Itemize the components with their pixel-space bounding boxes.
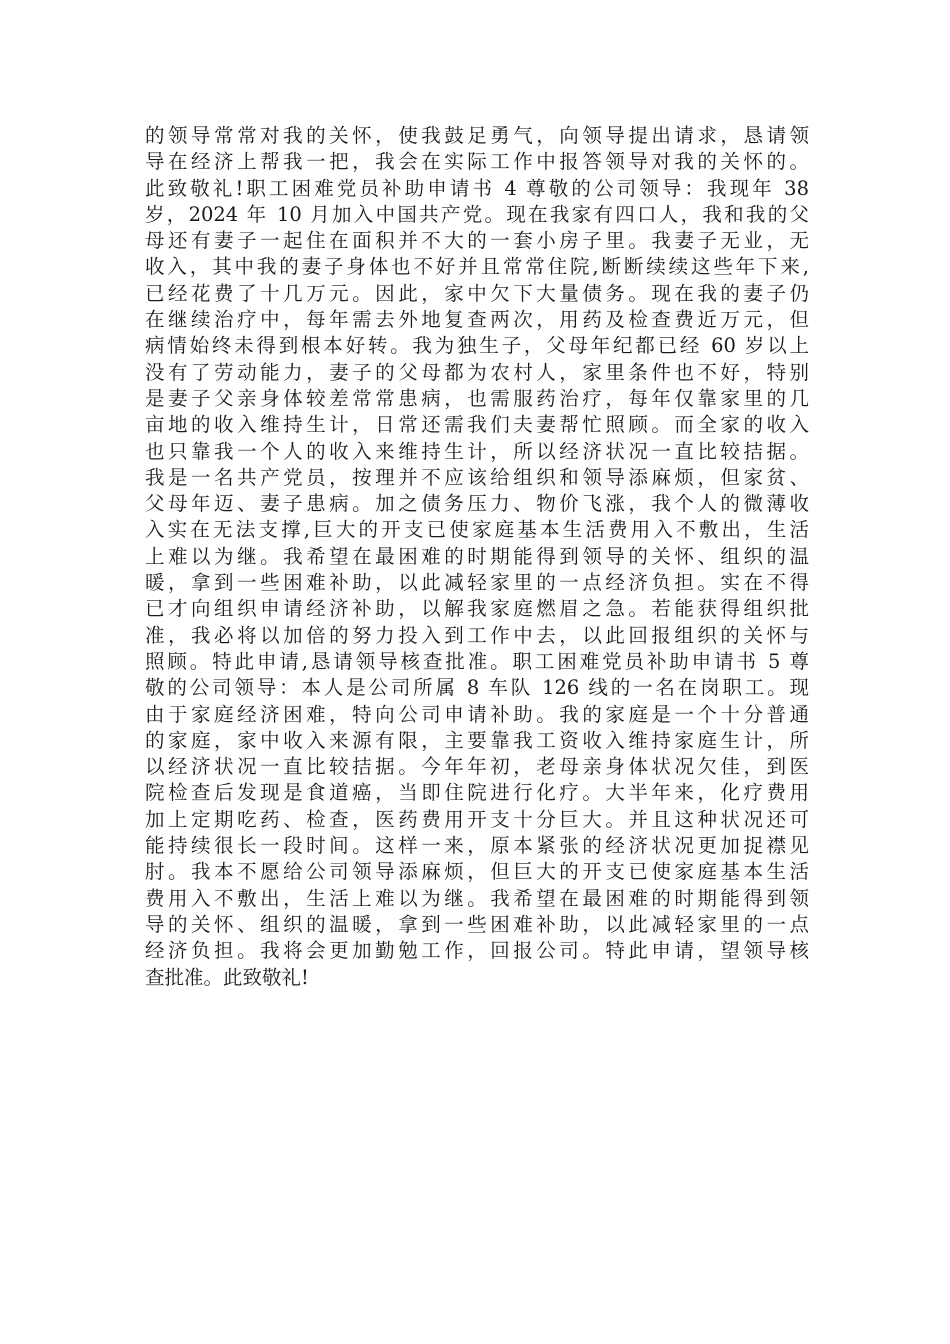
text-line: 入实在无法支撑,巨大的开支已使家庭基本生活费用入不敷出，生活 — [145, 518, 809, 542]
text-line: 母还有妻子一起住在面积并不大的一套小房子里。我妻子无业，无 — [145, 229, 809, 253]
text-line: 岁，2024 年 10 月加入中国共产党。现在我家有四口人，我和我的父 — [145, 202, 809, 226]
text-line: 此致敬礼!职工困难党员补助申请书 4 尊敬的公司领导：我现年 38 — [145, 176, 809, 200]
text-line: 的家庭，家中收入来源有限，主要靠我工资收入维持家庭生计，所 — [145, 728, 809, 752]
text-line: 查批准。此致敬礼! — [145, 965, 309, 989]
text-line: 以经济状况一直比较拮据。今年年初，老母亲身体状况欠佳，到医 — [145, 755, 809, 779]
text-line: 加上定期吃药、检查，医药费用开支十分巨大。并且这种状况还可 — [145, 807, 809, 831]
text-line: 肘。我本不愿给公司领导添麻烦，但巨大的开支已使家庭基本生活 — [145, 860, 809, 884]
text-line: 导在经济上帮我一把，我会在实际工作中报答领导对我的关怀的。 — [145, 150, 809, 174]
text-line: 我是一名共产党员，按理并不应该给组织和领导添麻烦，但家贫、 — [145, 465, 809, 489]
text-line: 父母年迈、妻子患病。加之债务压力、物价飞涨，我个人的微薄收 — [145, 492, 809, 516]
text-line: 照顾。特此申请,恳请领导核查批准。职工困难党员补助申请书 5 尊 — [145, 649, 809, 673]
text-line: 经济负担。我将会更加勤勉工作，回报公司。特此申请，望领导核 — [145, 939, 809, 963]
text-line: 是妻子父亲身体较差常常患病，也需服药治疗，每年仅靠家里的几 — [145, 386, 809, 410]
text-line: 准，我必将以加倍的努力投入到工作中去，以此回报组织的关怀与 — [145, 623, 809, 647]
text-line: 收入，其中我的妻子身体也不好并且常常住院,断断续续这些年下来, — [145, 255, 809, 279]
text-line: 院检查后发现是食道癌，当即住院进行化疗。大半年来，化疗费用 — [145, 781, 809, 805]
text-line: 没有了劳动能力，妻子的父母都为农村人，家里条件也不好，特别 — [145, 360, 809, 384]
text-line: 亩地的收入维持生计，日常还需我们夫妻帮忙照顾。而全家的收入 — [145, 413, 809, 437]
text-line: 的领导常常对我的关怀，使我鼓足勇气，向领导提出请求，恳请领 — [145, 124, 809, 147]
text-line: 由于家庭经济困难，特向公司申请补助。我的家庭是一个十分普通 — [145, 702, 809, 726]
text-line: 导的关怀、组织的温暖，拿到一些困难补助，以此减轻家里的一点 — [145, 912, 809, 936]
text-line: 已经花费了十几万元。因此，家中欠下大量债务。现在我的妻子仍 — [145, 281, 809, 305]
text-line: 能持续很长一段时间。这样一来，原本紧张的经济状况更加捉襟见 — [145, 834, 809, 858]
body-text — [145, 123, 809, 991]
text-line: 费用入不敷出，生活上难以为继。我希望在最困难的时期能得到领 — [145, 886, 809, 910]
text-line: 已才向组织申请经济补助，以解我家庭燃眉之急。若能获得组织批 — [145, 597, 809, 621]
text-line: 暖，拿到一些困难补助，以此减轻家里的一点经济负担。实在不得 — [145, 571, 809, 595]
text-line: 在继续治疗中，每年需去外地复查两次，用药及检查费近万元，但 — [145, 308, 809, 332]
text-line: 也只靠我一个人的收入来维持生计，所以经济状况一直比较拮据。 — [145, 439, 809, 463]
text-line: 上难以为继。我希望在最困难的时期能得到领导的关怀、组织的温 — [145, 544, 809, 568]
text-line: 病情始终未得到根本好转。我为独生子，父母年纪都已经 60 岁以上 — [145, 334, 809, 358]
text-line: 敬的公司领导：本人是公司所属 8 车队 126 线的一名在岗职工。现 — [145, 676, 809, 700]
